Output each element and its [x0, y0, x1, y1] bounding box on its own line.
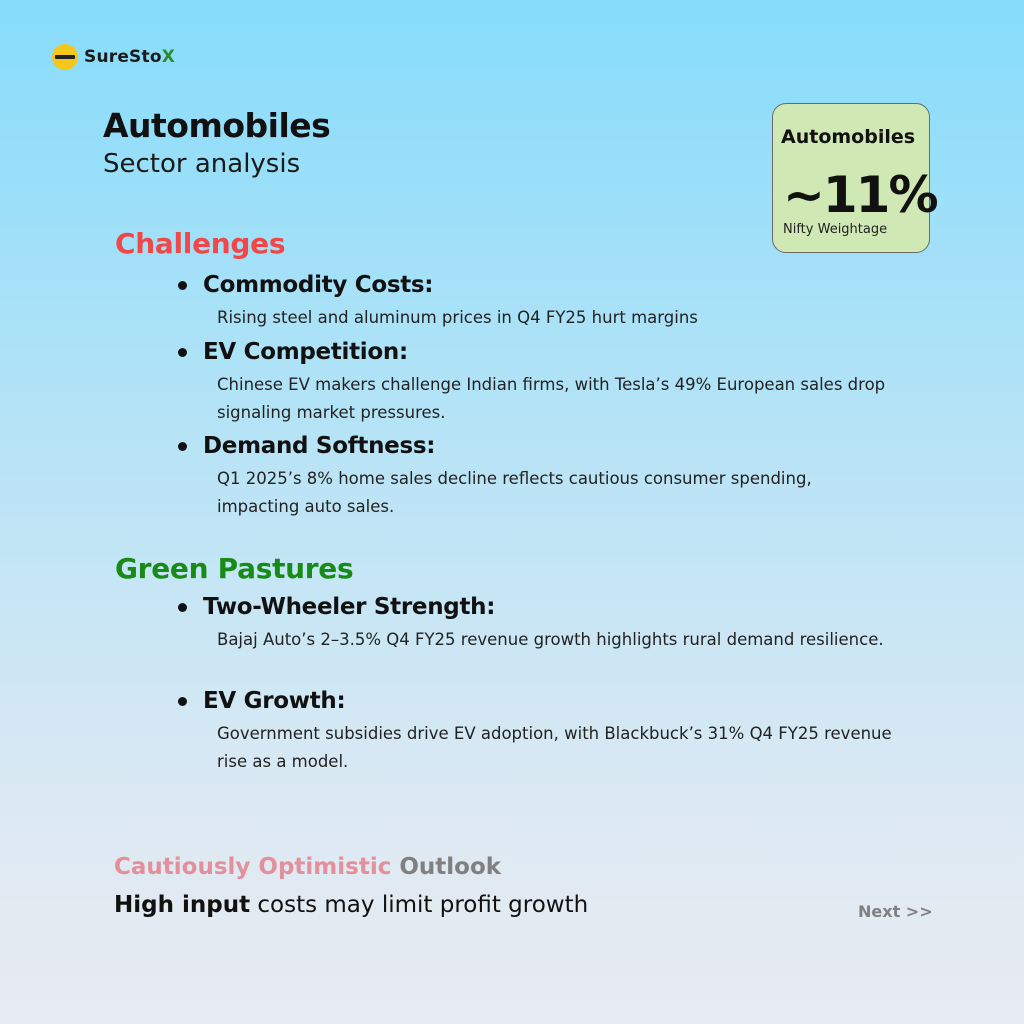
page-subtitle: Sector analysis [103, 149, 301, 179]
item-label: EV Growth: [203, 688, 346, 714]
item-label: EV Competition: [203, 339, 408, 365]
item-description: Government subsidies drive EV adoption, with Blackbuck’s 31% Q4 FY25 revenue rise as a model. [217, 724, 892, 771]
logo-icon [52, 44, 78, 70]
item-description: Chinese EV makers challenge Indian firms, with Tesla’s 49% European sales drop signaling market pressures. [217, 375, 886, 422]
next-button[interactable]: Next >> [858, 902, 933, 921]
tagline-rest: costs may limit profit growth [250, 892, 589, 918]
outlook-heading [114, 854, 501, 880]
card-title: Automobiles [781, 126, 916, 148]
green-item-two-wheeler [178, 594, 898, 654]
bullet-icon [178, 697, 187, 706]
card-caption: Nifty Weightage [783, 222, 888, 237]
bullet-icon [178, 281, 187, 290]
card-value: ~11% [783, 166, 937, 224]
bullet-icon [178, 442, 187, 451]
brand-logo-group [52, 44, 175, 70]
green-item-ev-growth [178, 688, 898, 776]
tagline-emphasis: High input [114, 892, 251, 918]
challenge-item-demand [178, 433, 898, 521]
item-label: Two-Wheeler Strength: [203, 594, 496, 620]
green-pastures-heading: Green Pastures [115, 552, 354, 585]
page-title: Automobiles [103, 106, 331, 145]
item-description: Q1 2025’s 8% home sales decline reflects cautious consumer spending, impacting auto sales. [217, 469, 812, 516]
bullet-icon [178, 603, 187, 612]
outlook-suffix: Outlook [391, 854, 502, 880]
bullet-icon [178, 348, 187, 357]
outlook-emphasis: Cautiously Optimistic [114, 854, 392, 880]
brand-accent: X [161, 47, 176, 67]
item-label: Demand Softness: [203, 433, 436, 459]
challenge-item-ev-competition [178, 339, 898, 427]
challenges-heading: Challenges [115, 227, 286, 260]
item-label: Commodity Costs: [203, 272, 434, 298]
weightage-card [772, 103, 937, 253]
challenge-item-commodity [178, 272, 898, 332]
item-description: Rising steel and aluminum prices in Q4 FY25 hurt margins [217, 308, 698, 327]
brand-name: SureStoX [84, 47, 176, 67]
outlook-tagline [114, 892, 588, 918]
item-description: Bajaj Auto’s 2–3.5% Q4 FY25 revenue growth highlights rural demand resilience. [217, 630, 884, 649]
